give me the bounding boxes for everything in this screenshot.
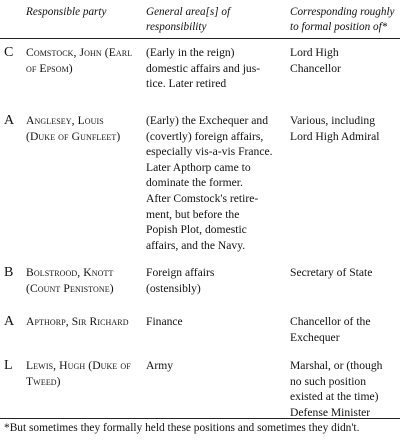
area-line: especially vis-a-vis France. <box>146 145 273 159</box>
area-line: (Early in the reign) <box>146 46 235 59</box>
area-line: After Comstock's retire- <box>146 191 259 205</box>
area-line: tice. Later retired <box>146 77 227 91</box>
faction-letter: B <box>4 265 14 280</box>
area-line: Foreign affairs <box>146 266 215 279</box>
area-line: ment, but before the <box>146 207 240 221</box>
party-cell <box>26 113 140 144</box>
party-cell <box>26 45 140 76</box>
header-line: to formal position of* <box>290 20 388 33</box>
formal-cell <box>290 314 400 345</box>
party-line: Anglesey, Louis <box>26 114 104 127</box>
header-line: responsibility <box>146 20 207 33</box>
area-line: (ostensibly) <box>146 281 201 295</box>
party-line: of Epsom) <box>26 61 73 75</box>
faction-letter: A <box>4 314 15 329</box>
party-line: Tweed) <box>26 374 61 388</box>
header-rule <box>0 38 400 39</box>
formal-line: Chancellor <box>290 61 341 75</box>
formal-line: Lord High <box>290 46 339 59</box>
party-line: Comstock, John (Earl <box>26 46 133 59</box>
party-line: (Duke of Gunfleet) <box>26 129 121 143</box>
area-line: affairs, and the Navy. <box>146 238 246 252</box>
formal-line: no such position <box>290 374 367 388</box>
formal-line: Marshal, or (though <box>290 359 383 372</box>
party-line: Bolstrood, Knott <box>26 266 114 279</box>
header-responsible-party <box>26 5 136 20</box>
faction-letter: L <box>4 358 13 373</box>
area-line: domestic affairs and jus- <box>146 61 261 75</box>
formal-cell <box>290 358 400 420</box>
area-line: (covertly) foreign affairs, <box>146 129 264 143</box>
formal-line: Defense Minister <box>290 405 371 419</box>
area-cell <box>146 358 286 374</box>
faction-letter: A <box>4 113 15 128</box>
formal-line: existed at the time) <box>290 390 379 404</box>
formal-cell <box>290 113 400 144</box>
area-line: (Early) the Exchequer and <box>146 114 268 127</box>
header-line: Responsible party <box>26 6 107 18</box>
header-line: Corresponding roughly <box>290 6 395 18</box>
formal-line: Various, including <box>290 114 376 127</box>
footnote: *But sometimes they formally held these positions and sometimes they didn't. <box>4 422 360 434</box>
footer-rule <box>0 418 400 419</box>
area-line: Finance <box>146 315 183 328</box>
area-cell <box>146 314 286 330</box>
formal-line: Exchequer <box>290 330 340 344</box>
party-line: (Count Penistone) <box>26 281 114 295</box>
area-cell <box>146 45 286 92</box>
party-line: Apthorp, Sir Richard <box>26 315 129 328</box>
formal-cell <box>290 45 400 76</box>
area-line: Later Apthorp came to <box>146 160 251 174</box>
area-cell <box>146 113 286 253</box>
area-line: Popish Plot, domestic <box>146 223 247 237</box>
faction-letter: C <box>4 45 14 60</box>
party-line: Lewis, Hugh (Duke of <box>26 359 131 372</box>
area-line: dominate the former. <box>146 176 243 190</box>
header-general-area <box>146 5 276 34</box>
party-cell <box>26 265 140 296</box>
formal-line: Chancellor of the <box>290 315 371 328</box>
formal-line: Lord High Admiral <box>290 129 380 143</box>
area-cell <box>146 265 286 296</box>
formal-cell <box>290 265 400 281</box>
party-cell <box>26 358 140 389</box>
area-line: Army <box>146 359 174 372</box>
party-cell <box>26 314 140 330</box>
header-line: General area[s] of <box>146 6 231 18</box>
formal-line: Secretary of State <box>290 266 373 279</box>
header-formal-position <box>290 5 400 34</box>
